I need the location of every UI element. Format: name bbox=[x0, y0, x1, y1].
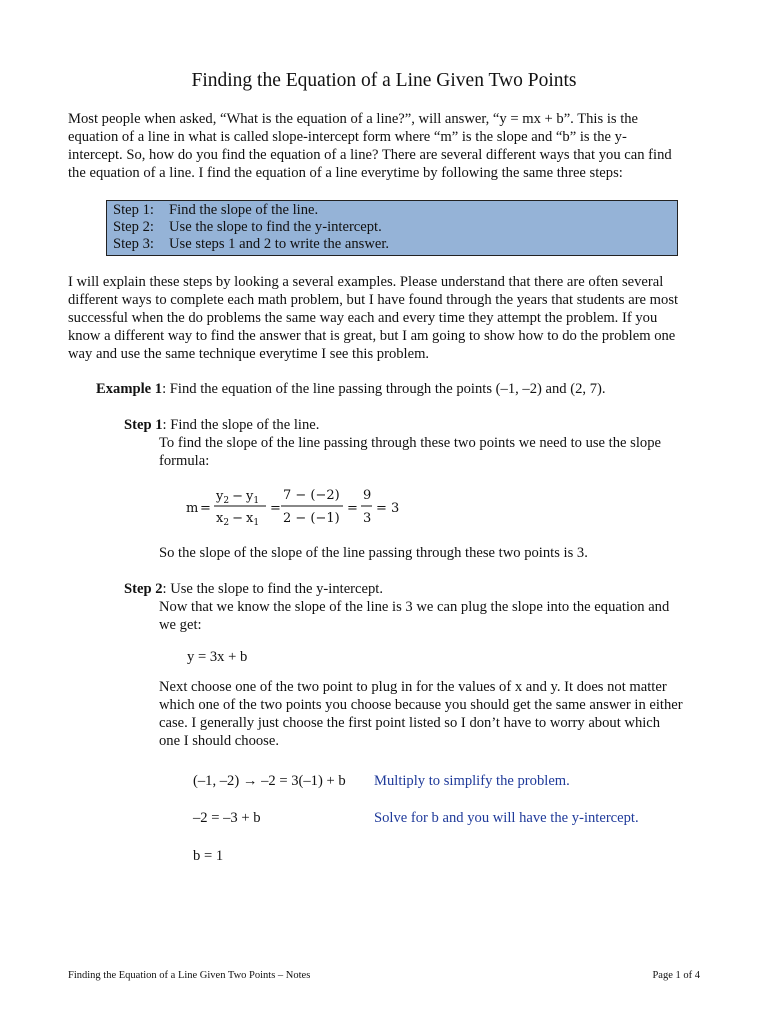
steps-summary-box bbox=[106, 200, 678, 256]
example-1-text: : Find the equation of the line passing through the points (–1, –2) and (2, 7). bbox=[162, 381, 606, 397]
formula-equals: = bbox=[347, 501, 358, 516]
explain-line: different ways to complete each math problem, but I have found through the years that students are most bbox=[68, 292, 679, 308]
steps-box-row bbox=[113, 236, 389, 253]
step-1-line: To find the slope of the line passing through these two points we need to use the slope bbox=[159, 435, 661, 451]
footer-page-number: Page 1 of 4 bbox=[652, 970, 700, 981]
step-1-label: Step 1 bbox=[124, 417, 163, 433]
explain-line: I will explain these steps by looking a several examples. Please understand that there are often several bbox=[68, 274, 664, 290]
example-1-heading bbox=[96, 380, 606, 398]
formula-y2: $y_2 - y_1$ bbox=[216, 489, 260, 506]
intro-line: intercept. So, how do you find the equation of a line? There are several different ways that you can find bbox=[68, 147, 672, 163]
example-1-label: Example 1 bbox=[96, 381, 163, 397]
step-2-choose-line: one I should choose. bbox=[159, 733, 279, 749]
formula-x2: $x_2 - x_1$ bbox=[216, 511, 260, 528]
step-2-line: we get: bbox=[159, 617, 202, 633]
steps-box-label: Step 1: bbox=[113, 202, 154, 218]
formula-numerator: 9 bbox=[363, 488, 372, 503]
work-note: Solve for b and you will have the y-intercept. bbox=[374, 810, 639, 826]
explain-line: way and use the same technique everytime I see this problem. bbox=[68, 346, 430, 362]
steps-box-text: Use steps 1 and 2 to write the answer. bbox=[169, 236, 390, 252]
step-2-label: Step 2 bbox=[124, 581, 163, 597]
explain-line: know a different way to find the answer that is great, but I am going to show how to do the problem one bbox=[68, 328, 676, 344]
intro-line: equation of a line in what is called slope-intercept form where “m” is the slope and “b” is the y- bbox=[68, 129, 627, 145]
step-1-line: formula: bbox=[159, 453, 210, 469]
explain-line: successful when the do problems the same way each and every time they attempt the problem. If you bbox=[68, 310, 658, 326]
work-expression: (–1, –2) → –2 = 3(–1) + b bbox=[193, 773, 346, 789]
formula-equals: = bbox=[270, 501, 281, 516]
step-1-heading bbox=[124, 416, 319, 434]
steps-box-label: Step 3: bbox=[113, 236, 154, 252]
formula-m: m bbox=[186, 501, 199, 516]
footer-title: Finding the Equation of a Line Given Two Points – Notes bbox=[68, 970, 311, 981]
step-1-text: : Find the slope of the line. bbox=[162, 417, 320, 433]
work-expression: –2 = –3 + b bbox=[193, 810, 261, 826]
step-2-choose-line: which one of the two points you choose because you should get the same answer in either bbox=[159, 697, 683, 713]
formula-denominator: 3 bbox=[363, 511, 372, 526]
formula-numerator: 7 − (−2) bbox=[283, 488, 340, 503]
page-title: Finding the Equation of a Line Given Two Points bbox=[191, 70, 577, 91]
steps-box-row bbox=[113, 202, 318, 219]
step-2-text: : Use the slope to find the y-intercept. bbox=[162, 581, 383, 597]
work-note: Multiply to simplify the problem. bbox=[374, 773, 570, 789]
steps-box-label: Step 2: bbox=[113, 219, 154, 235]
intro-line: Most people when asked, “What is the equation of a line?”, will answer, “y = mx + b”. This is the bbox=[68, 111, 639, 127]
intro-line: the equation of a line. I find the equation of a line everytime by following the same three steps: bbox=[68, 165, 623, 181]
intro-paragraph bbox=[68, 110, 704, 182]
step-1-conclusion: So the slope of the slope of the line passing through these two points is 3. bbox=[159, 545, 588, 561]
steps-box-text: Find the slope of the line. bbox=[169, 202, 319, 218]
step-2-heading bbox=[124, 580, 383, 598]
explain-paragraph bbox=[68, 273, 704, 363]
work-expression: b = 1 bbox=[193, 848, 224, 864]
formula-denominator: 2 − (−1) bbox=[283, 511, 340, 526]
steps-box-text: Use the slope to find the y-intercept. bbox=[169, 219, 382, 235]
formula-equals: = bbox=[200, 501, 211, 516]
steps-box-row bbox=[113, 219, 382, 236]
step-2-choose-line: Next choose one of the two point to plug in for the values of x and y. It does not matter bbox=[159, 679, 667, 695]
slope-formula bbox=[186, 484, 406, 530]
step-2-line: Now that we know the slope of the line is 3 we can plug the slope into the equation and bbox=[159, 599, 670, 615]
step-2-equation: y = 3x + b bbox=[187, 649, 248, 665]
formula-result: = 3 bbox=[376, 501, 400, 516]
step-2-choose-line: case. I generally just choose the first point listed so I don’t have to worry about which bbox=[159, 715, 661, 731]
